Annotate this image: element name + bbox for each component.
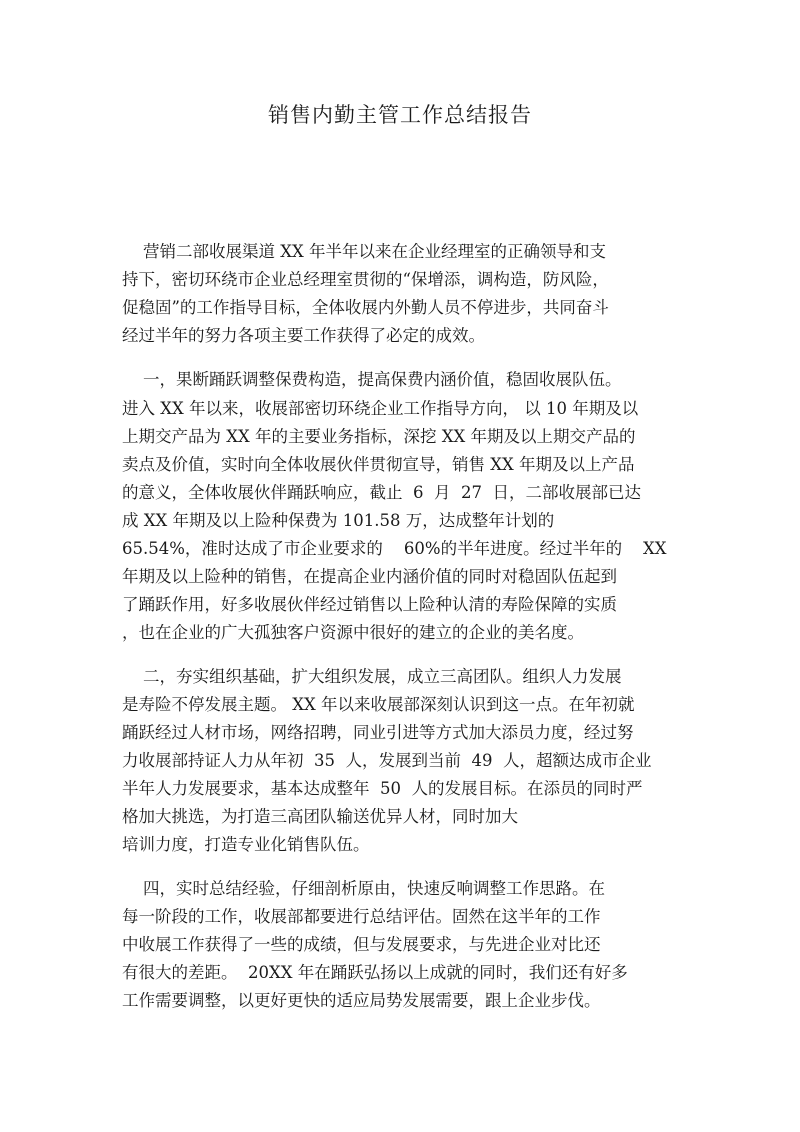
paragraph-1-line-4: 经过半年的努力各项主要工作获得了必定的成效。 [122,326,485,345]
section-2-line-7: 培训力度，打造专业化销售队伍。 [122,835,370,854]
section-2-heading-line: 二，夯实组织基础，扩大组织发展，成立三高团队。组织人力发展 [122,667,622,686]
section-2-line-5: 半年人力发展要求，基本达成整年 50 人的发展目标。在添员的同时严 [122,779,643,798]
paragraph-1-line-3: 促稳固”的工作指导目标，全体收展内外勤人员不停进步，共同奋斗 [122,298,609,317]
section-1-line-4: 卖点及价值，实时向全体收展伙伴贯彻宣导，销售 XX 年期及以上产品 [122,455,635,474]
section-4-line-4: 有很大的差距。 20XX 年在踊跃弘扬以上成就的同时，我们还有好多 [122,963,628,982]
section-2-line-3: 踊跃经过人材市场，网络招聘，同业引进等方式加大添员力度，经过努 [122,723,634,742]
section-4-heading-line: 四，实时总结经验，仔细剖析原由，快速反响调整工作思路。在 [122,879,605,898]
section-4-line-5: 工作需要调整，以更好更快的适应局势发展需要，跟上企业步伐。 [122,991,601,1010]
section-1-line-10: ，也在企业的广大孤独客户资源中很好的建立的企业的美名度。 [122,623,584,642]
section-1-line-8: 年期及以上险种的销售，在提高企业内涵价值的同时对稳固队伍起到 [122,567,617,586]
paragraph-1-line-2: 持下，密切环绕市企业总经理室贯彻的“保增添，调构造，防风险， [122,270,609,289]
section-4-line-2: 每一阶段的工作，收展部都要进行总结评估。固然在这半年的工作 [122,907,601,926]
section-1-heading-line: 一，果断踊跃调整保费构造，提高保费内涵价值，稳固收展队伍。 [122,370,622,389]
section-1-line-2: 进入 XX 年以来，收展部密切环绕企业工作指导方向， 以 10 年期及以 [122,399,639,418]
section-1-line-7: 65.54%，准时达成了市企业要求的 60%的半年进度。经过半年的 XX [122,539,667,558]
document-title: 销售内勤主管工作总结报告 [268,103,532,127]
section-2-line-4: 力收展部持证人力从年初 35 人，发展到当前 49 人，超额达成市企业 [122,751,652,770]
section-1-line-3: 上期交产品为 XX 年的主要业务指标，深挖 XX 年期及以上期交产品的 [122,427,636,446]
section-4-line-3: 中收展工作获得了一些的成绩，但与发展要求，与先进企业对比还 [122,935,601,954]
section-1-line-9: 了踊跃作用，好多收展伙伴经过销售以上险种认清的寿险保障的实质 [122,595,617,614]
paragraph-1-line-1: 营销二部收展渠道 XX 年半年以来在企业经理室的正确领导和支 [122,242,606,261]
section-2-line-6: 格加大挑选，为打造三高团队输送优异人材，同时加大 [122,807,518,826]
section-1-line-6: 成 XX 年期及以上险种保费为 101.58 万，达成整年计划的 [122,511,555,530]
section-1-line-5: 的意义，全体收展伙伴踊跃响应，截止 6 月 27 日，二部收展部已达 [122,483,641,502]
section-2-line-2: 是寿险不停发展主题。 XX 年以来收展部深刻认识到这一点。在年初就 [122,695,635,714]
